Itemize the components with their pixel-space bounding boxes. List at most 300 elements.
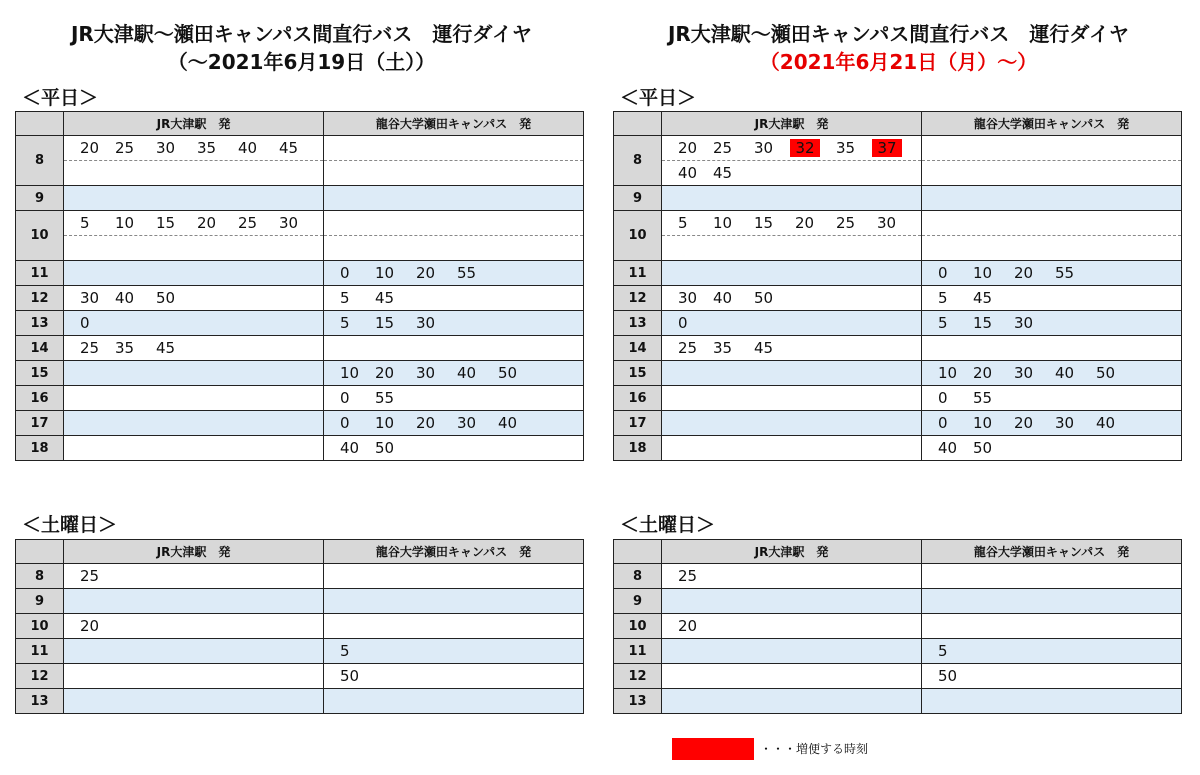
time-line — [922, 361, 1181, 385]
station-departures-cell — [64, 386, 324, 411]
left-weekday-label: ＜平日＞ — [22, 87, 99, 109]
time-line — [324, 589, 583, 613]
table-row — [614, 261, 1182, 286]
departure-time: 10 — [114, 214, 135, 232]
table-row — [614, 186, 1182, 211]
time-line — [64, 286, 323, 310]
station-departures-cell — [64, 639, 324, 664]
time-line — [324, 664, 583, 688]
departure-time: 20 — [415, 264, 436, 282]
hour-cell: 9 — [16, 589, 64, 614]
table-row — [16, 614, 584, 639]
time-line — [64, 160, 323, 185]
table-row — [16, 311, 584, 336]
departure-time: 40 — [340, 439, 360, 457]
time-line — [922, 136, 1181, 160]
table-row — [16, 136, 584, 186]
hour-cell: 11 — [16, 639, 64, 664]
station-header: JR大津駅 発 — [662, 112, 922, 136]
station-departures-cell — [64, 336, 324, 361]
time-line — [64, 386, 323, 410]
departure-time: 30 — [456, 414, 477, 432]
station-departures-cell — [64, 211, 324, 261]
hour-cell: 8 — [16, 136, 64, 186]
hour-cell: 16 — [614, 386, 662, 411]
time-line — [324, 614, 583, 638]
departure-time: 50 — [1095, 364, 1116, 382]
departure-time: 30 — [678, 289, 698, 307]
added-departure-time: 37 — [872, 139, 902, 157]
departure-time: 30 — [80, 289, 100, 307]
table-row — [614, 614, 1182, 639]
time-line — [922, 564, 1181, 588]
departure-time: 5 — [340, 314, 350, 332]
station-departures-cell — [64, 564, 324, 589]
table-row — [16, 411, 584, 436]
departure-time: 30 — [415, 314, 436, 332]
departure-time: 20 — [1013, 414, 1034, 432]
departure-time: 5 — [938, 642, 948, 660]
departure-time: 50 — [155, 289, 176, 307]
time-line — [662, 386, 921, 410]
departure-time: 15 — [753, 214, 774, 232]
hour-cell: 11 — [614, 639, 662, 664]
departure-time: 20 — [678, 617, 698, 635]
departure-time: 30 — [1013, 364, 1034, 382]
time-line — [324, 564, 583, 588]
time-line — [662, 186, 921, 210]
departure-time: 20 — [374, 364, 395, 382]
time-line — [662, 639, 921, 663]
time-line — [922, 186, 1181, 210]
table-row — [16, 589, 584, 614]
time-line — [324, 411, 583, 435]
time-line — [922, 336, 1181, 360]
departure-time: 10 — [972, 264, 993, 282]
campus-departures-cell — [922, 261, 1182, 286]
departure-time: 40 — [237, 139, 258, 157]
station-departures-cell — [662, 639, 922, 664]
table-row — [614, 639, 1182, 664]
departure-time: 40 — [456, 364, 477, 382]
departure-time: 20 — [1013, 264, 1034, 282]
campus-departures-cell — [324, 261, 584, 286]
station-departures-cell — [662, 411, 922, 436]
time-line — [922, 639, 1181, 663]
table-row — [16, 186, 584, 211]
time-line — [324, 311, 583, 335]
campus-departures-cell — [922, 136, 1182, 186]
campus-departures-cell — [324, 411, 584, 436]
time-line — [662, 235, 921, 260]
departure-time: 25 — [80, 339, 100, 357]
departure-time: 45 — [155, 339, 176, 357]
hour-cell: 14 — [614, 336, 662, 361]
departure-time: 35 — [835, 139, 856, 157]
departure-time: 5 — [678, 214, 688, 232]
campus-departures-cell — [922, 639, 1182, 664]
station-departures-cell — [64, 614, 324, 639]
time-line — [662, 311, 921, 335]
departure-time: 20 — [80, 139, 100, 157]
time-line — [662, 689, 921, 713]
time-line — [64, 336, 323, 360]
hour-cell: 13 — [614, 311, 662, 336]
table-row — [16, 261, 584, 286]
time-line — [662, 564, 921, 588]
departure-time: 5 — [340, 642, 350, 660]
departure-time: 40 — [712, 289, 733, 307]
departure-time: 20 — [972, 364, 993, 382]
departure-time: 50 — [938, 667, 958, 685]
hour-cell: 11 — [16, 261, 64, 286]
departure-time: 10 — [340, 364, 360, 382]
table-row — [614, 589, 1182, 614]
departure-time: 55 — [1054, 264, 1075, 282]
station-header: JR大津駅 発 — [64, 112, 324, 136]
departure-time: 45 — [753, 339, 774, 357]
time-line — [922, 689, 1181, 713]
right-title-line2: （2021年6月21日（月）～） — [759, 50, 1038, 74]
campus-departures-cell — [324, 436, 584, 461]
departure-time: 55 — [456, 264, 477, 282]
time-line — [922, 411, 1181, 435]
hour-cell: 11 — [614, 261, 662, 286]
time-line — [324, 336, 583, 360]
station-departures-cell — [662, 614, 922, 639]
time-line — [324, 436, 583, 460]
left-title-line2: （～2021年6月19日（土）） — [167, 50, 436, 74]
station-departures-cell — [64, 136, 324, 186]
table-row — [614, 664, 1182, 689]
table-row — [16, 689, 584, 714]
campus-departures-cell — [922, 689, 1182, 714]
campus-departures-cell — [324, 614, 584, 639]
time-line — [662, 614, 921, 638]
departure-time: 5 — [938, 289, 948, 307]
departure-time: 45 — [278, 139, 299, 157]
station-header: JR大津駅 発 — [662, 540, 922, 564]
time-line — [922, 614, 1181, 638]
hour-cell: 13 — [614, 689, 662, 714]
departure-time: 0 — [938, 414, 948, 432]
departure-time: 50 — [374, 439, 395, 457]
campus-header: 龍谷大学瀬田キャンパス 発 — [922, 112, 1182, 136]
hour-cell: 15 — [16, 361, 64, 386]
time-line — [324, 160, 583, 185]
hour-cell: 18 — [614, 436, 662, 461]
departure-time: 55 — [374, 389, 395, 407]
campus-departures-cell — [324, 311, 584, 336]
departure-time: 50 — [753, 289, 774, 307]
hour-cell: 10 — [16, 211, 64, 261]
departure-time: 20 — [678, 139, 698, 157]
hour-cell: 10 — [16, 614, 64, 639]
time-line — [662, 136, 921, 160]
campus-departures-cell — [324, 186, 584, 211]
departure-time: 25 — [678, 339, 698, 357]
table-row — [16, 564, 584, 589]
departure-time: 55 — [972, 389, 993, 407]
hour-cell: 12 — [614, 664, 662, 689]
time-line — [922, 261, 1181, 285]
departure-time: 0 — [80, 314, 90, 332]
station-departures-cell — [64, 664, 324, 689]
departure-time: 30 — [415, 364, 436, 382]
time-line — [324, 386, 583, 410]
hour-cell: 12 — [614, 286, 662, 311]
time-line — [922, 589, 1181, 613]
time-line — [64, 614, 323, 638]
departure-time: 45 — [374, 289, 395, 307]
departure-time: 30 — [1013, 314, 1034, 332]
left-title-line1: JR大津駅～瀬田キャンパス間直行バス 運行ダイヤ — [70, 22, 533, 46]
station-departures-cell — [64, 311, 324, 336]
time-line — [64, 235, 323, 260]
added-departure-time: 32 — [790, 139, 820, 157]
campus-departures-cell — [922, 336, 1182, 361]
legend-text: ・・・増便する時刻 — [760, 742, 869, 756]
campus-departures-cell — [324, 211, 584, 261]
left-weekday-timetable — [15, 111, 584, 461]
campus-departures-cell — [324, 386, 584, 411]
hour-cell: 10 — [614, 614, 662, 639]
departure-time: 40 — [497, 414, 518, 432]
time-line — [662, 589, 921, 613]
time-line — [64, 211, 323, 235]
campus-departures-cell — [922, 411, 1182, 436]
departure-time: 0 — [678, 314, 688, 332]
departure-time: 15 — [155, 214, 176, 232]
hour-cell: 17 — [614, 411, 662, 436]
time-line — [324, 639, 583, 663]
hour-header — [16, 540, 64, 564]
table-row — [614, 689, 1182, 714]
campus-header: 龍谷大学瀬田キャンパス 発 — [324, 112, 584, 136]
hour-cell: 9 — [16, 186, 64, 211]
departure-time: 0 — [340, 414, 350, 432]
time-line — [64, 411, 323, 435]
time-line — [922, 436, 1181, 460]
departure-time: 40 — [1054, 364, 1075, 382]
time-line — [324, 136, 583, 160]
time-line — [922, 211, 1181, 235]
time-line — [324, 689, 583, 713]
hour-cell: 9 — [614, 589, 662, 614]
departure-time: 10 — [972, 414, 993, 432]
station-departures-cell — [64, 286, 324, 311]
campus-departures-cell — [324, 136, 584, 186]
table-row — [16, 386, 584, 411]
time-line — [662, 336, 921, 360]
time-line — [662, 436, 921, 460]
departure-time: 30 — [278, 214, 299, 232]
campus-departures-cell — [324, 664, 584, 689]
time-line — [324, 211, 583, 235]
campus-departures-cell — [324, 639, 584, 664]
table-row — [614, 361, 1182, 386]
station-departures-cell — [662, 186, 922, 211]
table-row — [16, 286, 584, 311]
time-line — [324, 186, 583, 210]
time-line — [64, 689, 323, 713]
campus-departures-cell — [922, 664, 1182, 689]
left-saturday-label: ＜土曜日＞ — [22, 514, 118, 536]
departure-time: 45 — [712, 164, 733, 182]
departure-time: 30 — [155, 139, 176, 157]
departure-time: 10 — [938, 364, 958, 382]
table-row — [16, 436, 584, 461]
hour-header — [614, 540, 662, 564]
hour-header — [614, 112, 662, 136]
station-departures-cell — [662, 564, 922, 589]
station-departures-cell — [662, 436, 922, 461]
hour-cell: 9 — [614, 186, 662, 211]
table-row — [614, 336, 1182, 361]
table-row — [614, 211, 1182, 261]
campus-departures-cell — [922, 386, 1182, 411]
station-departures-cell — [662, 589, 922, 614]
campus-departures-cell — [324, 336, 584, 361]
station-departures-cell — [662, 211, 922, 261]
time-line — [64, 589, 323, 613]
station-departures-cell — [64, 261, 324, 286]
campus-header: 龍谷大学瀬田キャンパス 発 — [324, 540, 584, 564]
departure-time: 30 — [876, 214, 897, 232]
time-line — [324, 261, 583, 285]
hour-cell: 12 — [16, 664, 64, 689]
station-departures-cell — [64, 436, 324, 461]
table-row — [614, 564, 1182, 589]
hour-cell: 18 — [16, 436, 64, 461]
time-line — [662, 160, 921, 185]
departure-time: 10 — [374, 264, 395, 282]
table-row — [614, 411, 1182, 436]
campus-departures-cell — [922, 436, 1182, 461]
departure-time: 35 — [114, 339, 135, 357]
departure-time: 35 — [712, 339, 733, 357]
campus-departures-cell — [324, 286, 584, 311]
time-line — [922, 160, 1181, 185]
hour-cell: 15 — [614, 361, 662, 386]
station-header: JR大津駅 発 — [64, 540, 324, 564]
campus-departures-cell — [324, 564, 584, 589]
table-row — [614, 386, 1182, 411]
campus-departures-cell — [922, 614, 1182, 639]
campus-departures-cell — [922, 361, 1182, 386]
departure-time: 5 — [80, 214, 90, 232]
station-departures-cell — [64, 589, 324, 614]
station-departures-cell — [64, 361, 324, 386]
departure-time: 0 — [938, 389, 948, 407]
station-departures-cell — [662, 261, 922, 286]
time-line — [662, 286, 921, 310]
table-row — [16, 664, 584, 689]
campus-departures-cell — [324, 689, 584, 714]
departure-time: 40 — [1095, 414, 1116, 432]
departure-time: 10 — [374, 414, 395, 432]
departure-time: 25 — [678, 567, 698, 585]
departure-time: 25 — [114, 139, 135, 157]
table-row — [16, 361, 584, 386]
campus-departures-cell — [324, 589, 584, 614]
hour-cell: 13 — [16, 311, 64, 336]
departure-time: 0 — [340, 264, 350, 282]
station-departures-cell — [662, 311, 922, 336]
station-departures-cell — [662, 286, 922, 311]
departure-time: 5 — [938, 314, 948, 332]
right-saturday-label: ＜土曜日＞ — [620, 514, 716, 536]
departure-time: 5 — [340, 289, 350, 307]
station-departures-cell — [662, 689, 922, 714]
campus-departures-cell — [922, 186, 1182, 211]
departure-time: 50 — [497, 364, 518, 382]
time-line — [922, 235, 1181, 260]
hour-cell: 10 — [614, 211, 662, 261]
departure-time: 10 — [712, 214, 733, 232]
campus-departures-cell — [922, 564, 1182, 589]
departure-time: 25 — [80, 567, 100, 585]
time-line — [64, 186, 323, 210]
campus-departures-cell — [922, 211, 1182, 261]
departure-time: 20 — [80, 617, 100, 635]
time-line — [64, 436, 323, 460]
table-row — [614, 436, 1182, 461]
time-line — [64, 361, 323, 385]
campus-departures-cell — [324, 361, 584, 386]
table-row — [614, 136, 1182, 186]
time-line — [922, 386, 1181, 410]
station-departures-cell — [662, 664, 922, 689]
campus-departures-cell — [922, 311, 1182, 336]
departure-time: 50 — [972, 439, 993, 457]
departure-time: 0 — [340, 389, 350, 407]
left-title — [18, 20, 585, 76]
departure-time: 25 — [237, 214, 258, 232]
departure-time: 40 — [114, 289, 135, 307]
hour-header — [16, 112, 64, 136]
station-departures-cell — [662, 386, 922, 411]
departure-time: 15 — [374, 314, 395, 332]
campus-departures-cell — [922, 286, 1182, 311]
departure-time: 45 — [972, 289, 993, 307]
campus-departures-cell — [922, 589, 1182, 614]
hour-cell: 13 — [16, 689, 64, 714]
departure-time: 30 — [753, 139, 774, 157]
table-row — [614, 286, 1182, 311]
time-line — [64, 664, 323, 688]
departure-time: 20 — [415, 414, 436, 432]
station-departures-cell — [662, 136, 922, 186]
time-line — [324, 235, 583, 260]
time-line — [64, 261, 323, 285]
time-line — [662, 411, 921, 435]
hour-cell: 16 — [16, 386, 64, 411]
departure-time: 30 — [1054, 414, 1075, 432]
hour-cell: 8 — [614, 564, 662, 589]
station-departures-cell — [662, 336, 922, 361]
table-row — [16, 336, 584, 361]
departure-time: 15 — [972, 314, 993, 332]
table-row — [16, 639, 584, 664]
departure-time: 0 — [938, 264, 948, 282]
departure-time: 25 — [712, 139, 733, 157]
hour-cell: 17 — [16, 411, 64, 436]
time-line — [64, 136, 323, 160]
departure-time: 20 — [196, 214, 217, 232]
time-line — [324, 361, 583, 385]
departure-time: 40 — [678, 164, 698, 182]
